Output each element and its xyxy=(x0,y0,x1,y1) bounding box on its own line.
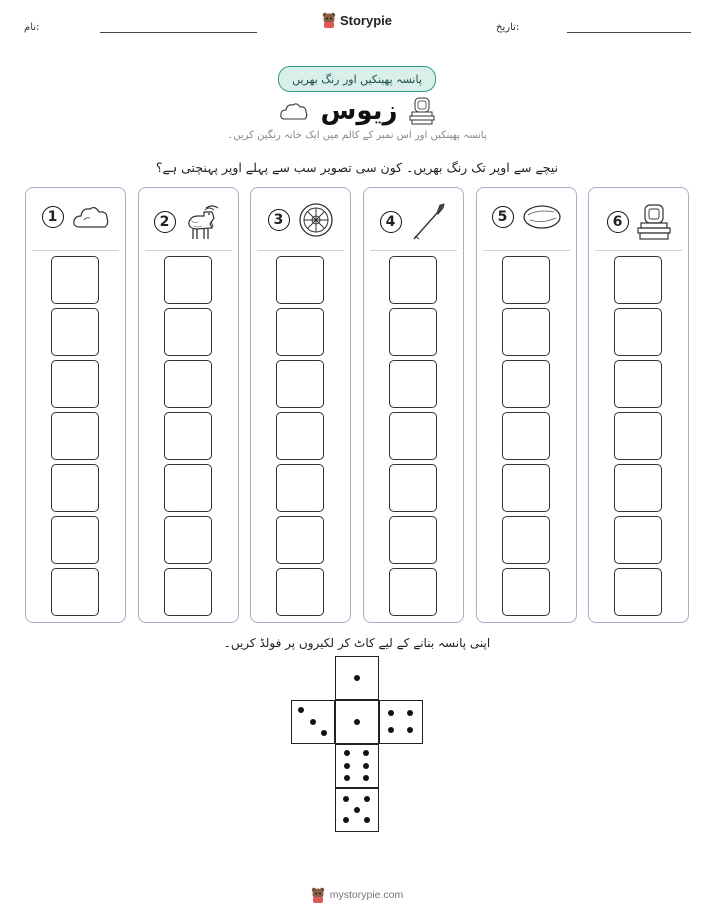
color-box[interactable] xyxy=(389,360,437,408)
column-2 xyxy=(138,187,239,623)
column-divider xyxy=(483,250,570,251)
color-box[interactable] xyxy=(276,256,324,304)
color-box[interactable] xyxy=(389,412,437,460)
color-box[interactable] xyxy=(502,360,550,408)
color-box[interactable] xyxy=(502,516,550,564)
die-face-1 xyxy=(335,656,379,700)
die-pip xyxy=(343,796,349,802)
color-box[interactable] xyxy=(614,568,662,616)
column-number: 6 xyxy=(607,211,629,233)
column-divider xyxy=(257,250,344,251)
instruction-subtitle: پانسہ پھینکیں اور اس نمبر کے کالم میں ایک خانہ رنگین کریں۔ xyxy=(227,130,487,141)
die-pip xyxy=(354,719,360,725)
color-box[interactable] xyxy=(614,464,662,512)
column-divider xyxy=(370,250,457,251)
cloud-icon xyxy=(279,100,309,122)
color-box[interactable] xyxy=(51,516,99,564)
stone-icon xyxy=(522,202,562,232)
activity-badge xyxy=(278,66,436,92)
column-number: 3 xyxy=(268,209,290,231)
color-box[interactable] xyxy=(164,568,212,616)
color-box[interactable] xyxy=(276,360,324,408)
column-6 xyxy=(588,187,689,623)
column-divider xyxy=(145,250,232,251)
name-label: نام: xyxy=(24,22,40,33)
column-header xyxy=(139,202,238,242)
name-line[interactable] xyxy=(100,32,257,33)
column-number: 4 xyxy=(380,211,402,233)
color-box[interactable] xyxy=(389,568,437,616)
column-5 xyxy=(476,187,577,623)
activity-badge-label: پانسہ پھینکیں اور رنگ بھریں xyxy=(292,72,422,86)
spear-icon xyxy=(410,202,448,242)
color-box[interactable] xyxy=(389,516,437,564)
cloud-icon xyxy=(72,202,110,232)
die-pip xyxy=(363,775,369,781)
column-4 xyxy=(363,187,464,623)
die-pip xyxy=(364,796,370,802)
die-pip xyxy=(364,817,370,823)
column-header xyxy=(477,202,576,232)
color-box[interactable] xyxy=(164,308,212,356)
bear-logo-icon xyxy=(322,12,336,28)
color-box[interactable] xyxy=(614,308,662,356)
color-box[interactable] xyxy=(502,464,550,512)
footer xyxy=(0,887,714,903)
die-pip xyxy=(407,710,413,716)
color-box[interactable] xyxy=(614,360,662,408)
column-1 xyxy=(25,187,126,623)
column-header xyxy=(364,202,463,242)
title-row xyxy=(0,96,714,126)
column-divider xyxy=(32,250,119,251)
throne-icon xyxy=(409,96,435,126)
die-pip xyxy=(344,775,350,781)
die-pip xyxy=(363,750,369,756)
die-face-4 xyxy=(379,700,423,744)
die-pip xyxy=(298,707,304,713)
footer-url[interactable]: mystorypie.com xyxy=(329,889,404,901)
color-box[interactable] xyxy=(164,256,212,304)
die-pip xyxy=(354,807,360,813)
column-3 xyxy=(250,187,351,623)
color-box[interactable] xyxy=(276,568,324,616)
column-number: 2 xyxy=(154,211,176,233)
color-box[interactable] xyxy=(276,308,324,356)
color-box[interactable] xyxy=(51,568,99,616)
color-box[interactable] xyxy=(51,256,99,304)
date-label: تاریخ: xyxy=(496,22,520,33)
color-box[interactable] xyxy=(51,360,99,408)
color-box[interactable] xyxy=(389,308,437,356)
color-box[interactable] xyxy=(51,464,99,512)
die-pip xyxy=(363,763,369,769)
column-header xyxy=(251,202,350,238)
brand-name: Storypie xyxy=(339,12,392,28)
color-box[interactable] xyxy=(51,412,99,460)
throne-icon xyxy=(637,202,671,242)
die-pip xyxy=(310,719,316,725)
color-box[interactable] xyxy=(389,256,437,304)
die-pip xyxy=(388,727,394,733)
goat-icon xyxy=(184,202,224,242)
color-box[interactable] xyxy=(164,516,212,564)
color-box[interactable] xyxy=(276,412,324,460)
color-box[interactable] xyxy=(164,360,212,408)
color-box[interactable] xyxy=(614,412,662,460)
die-face-1 xyxy=(335,700,379,744)
die-face-5 xyxy=(335,788,379,832)
color-box[interactable] xyxy=(614,516,662,564)
color-box[interactable] xyxy=(502,412,550,460)
fold-instruction: اپنی پانسہ بنانے کے لیے کاٹ کر لکیروں پر فولڈ کریں۔ xyxy=(223,636,491,650)
color-box[interactable] xyxy=(389,464,437,512)
die-pip xyxy=(343,817,349,823)
column-divider xyxy=(595,250,682,251)
brand-logo xyxy=(0,12,714,28)
color-box[interactable] xyxy=(276,516,324,564)
die-pip xyxy=(354,675,360,681)
color-box[interactable] xyxy=(276,464,324,512)
column-number: 1 xyxy=(42,206,64,228)
color-box[interactable] xyxy=(164,412,212,460)
die-face-3 xyxy=(291,700,335,744)
color-box[interactable] xyxy=(164,464,212,512)
column-number: 5 xyxy=(492,206,514,228)
die-pip xyxy=(344,763,350,769)
page-title: زیوس xyxy=(320,96,398,126)
question-text: نیچے سے اوپر تک رنگ بھریں۔ کون سی تصویر سب سے پہلے اوپر پہنچتی ہے؟ xyxy=(155,160,559,175)
column-header xyxy=(589,202,688,242)
column-header xyxy=(26,202,125,232)
color-box[interactable] xyxy=(51,308,99,356)
die-face-6 xyxy=(335,744,379,788)
die-pip xyxy=(407,727,413,733)
shield-icon xyxy=(298,202,334,238)
color-box[interactable] xyxy=(502,308,550,356)
color-box[interactable] xyxy=(502,256,550,304)
die-pip xyxy=(321,730,327,736)
color-box[interactable] xyxy=(614,256,662,304)
die-pip xyxy=(388,710,394,716)
bear-logo-icon xyxy=(311,887,325,903)
date-line[interactable] xyxy=(567,32,691,33)
die-pip xyxy=(344,750,350,756)
color-box[interactable] xyxy=(502,568,550,616)
